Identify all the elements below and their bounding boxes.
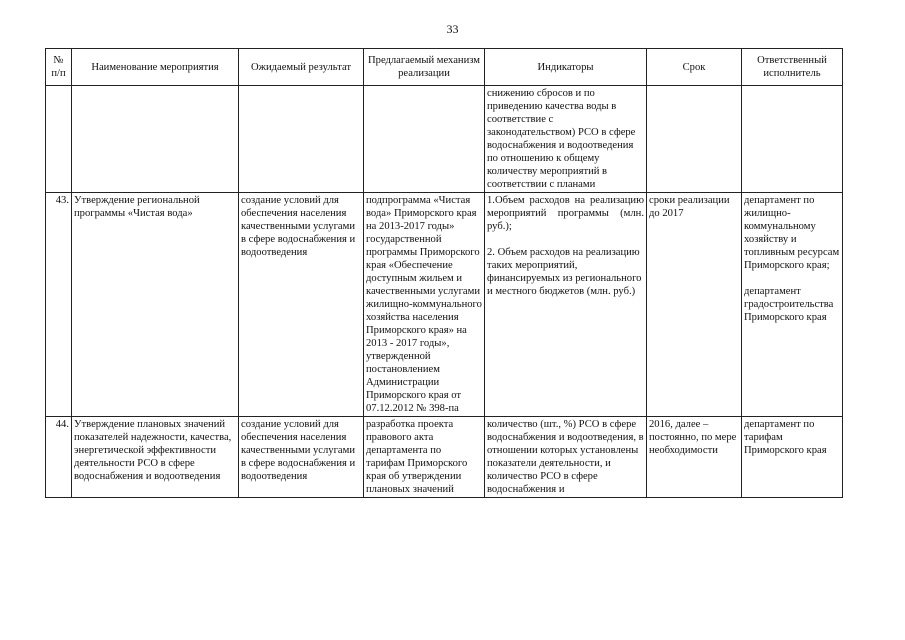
header-mechanism: Предлагаемый механизм реализации: [364, 49, 485, 86]
header-indicators: Индикаторы: [485, 49, 647, 86]
table-row: [46, 193, 843, 417]
row-indicators: количество (шт., %) РСО в сфере водоснабжения и водоотведения, в отношении которых установлены показатели деятельности, и количество РСО в сфере водоснабжения и: [485, 417, 647, 498]
row-result: [239, 86, 364, 193]
header-term: Срок: [647, 49, 742, 86]
table-row: [46, 417, 843, 498]
header-num: № п/п: [46, 49, 72, 86]
row-name: Утверждение плановых значений показателей надежности, качества, энергетической эффективности деятельности РСО в сфере водоснабжения и водоотведения: [72, 417, 239, 498]
row-result: создание условий для обеспечения населения качественными услугами в сфере водоснабжения и водоотведения: [239, 417, 364, 498]
row-indicators: снижению сбросов и по приведению качества воды в соответствие с законодательством) РСО в сфере водоснабжения и водоотведения по отношению к общему количеству мероприятий в соответствии с планами: [485, 86, 647, 193]
row-num: 43.: [46, 193, 72, 417]
measures-table: [45, 48, 843, 498]
indicator-2: 2. Объем расходов на реализацию таких мероприятий, финансируемых из регионального и местного бюджетов (млн. руб.): [487, 247, 642, 297]
executor-2: департамент градостроительства Приморского края: [744, 286, 834, 323]
row-name: Утверждение региональной программы «Чистая вода»: [72, 193, 239, 417]
row-num: [46, 86, 72, 193]
header-executor: Ответственный исполнитель: [742, 49, 843, 86]
table-row: [46, 86, 843, 193]
page-number: 33: [446, 22, 459, 36]
row-indicators: [485, 193, 647, 417]
row-name: [72, 86, 239, 193]
table-header-row: [46, 49, 843, 86]
row-term: [647, 86, 742, 193]
header-name: Наименование мероприятия: [72, 49, 239, 86]
row-num: 44.: [46, 417, 72, 498]
row-executor: [742, 193, 843, 417]
indicator-1: 1.Объем расходов на реализацию мероприятий программы (млн. руб.);: [487, 195, 644, 232]
row-term: сроки реализации до 2017: [647, 193, 742, 417]
row-mechanism: разработка проекта правового акта департамента по тарифам Приморского края об утверждении плановых значений: [364, 417, 485, 498]
row-term: 2016, далее – постоянно, по мере необходимости: [647, 417, 742, 498]
row-executor: департамент по тарифам Приморского края: [742, 417, 843, 498]
executor-1: департамент по жилищно-коммунальному хозяйству и топливным ресурсам Приморского края;: [744, 195, 840, 271]
header-result: Ожидаемый результат: [239, 49, 364, 86]
row-result: создание условий для обеспечения населения качественными услугами в сфере водоснабжения и водоотведения: [239, 193, 364, 417]
row-mechanism: подпрограмма «Чистая вода» Приморского края на 2013-2017 годы» государственной программы Приморского края «Обеспечение доступным жильем и качественными услугами жилищно-коммунального хозяйства населения Приморского края» на 2013 - 2017 годы», утвержденной постановлением Администрации Приморского края от 07.12.2012 № 398-па: [364, 193, 485, 417]
row-executor: [742, 86, 843, 193]
row-mechanism: [364, 86, 485, 193]
